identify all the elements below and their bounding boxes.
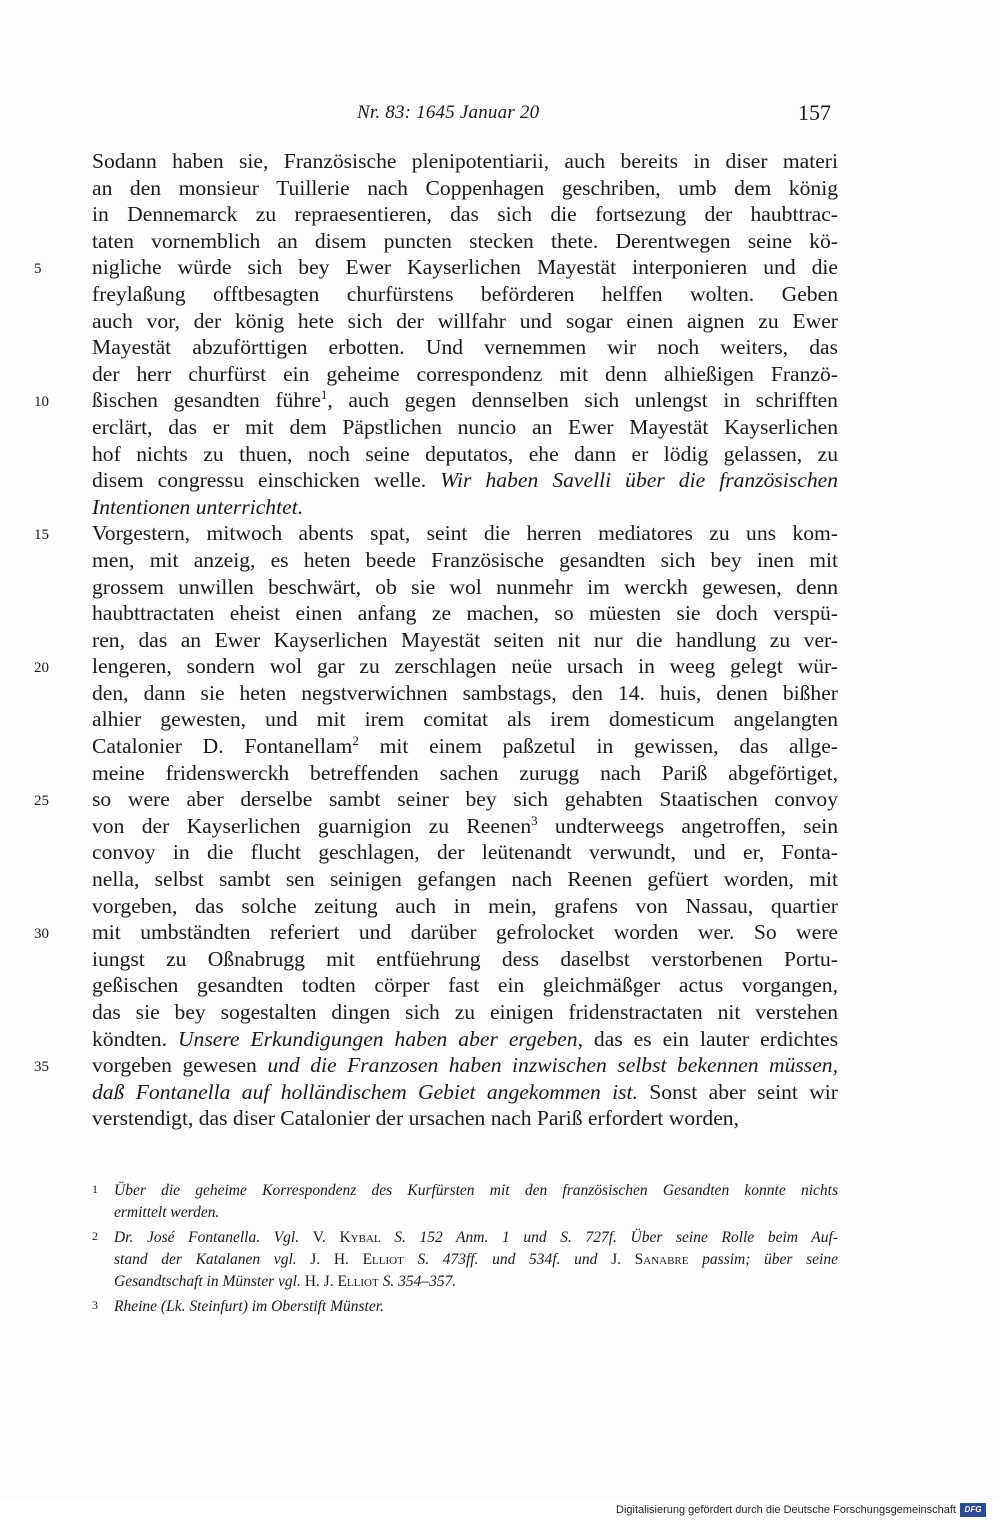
- text-segment: convoy in die flucht geschlagen, der leütenandt verwundt, und er, Fonta-: [92, 840, 838, 865]
- text-line: [34, 520, 838, 547]
- italic-text: ermittelt werden.: [114, 1204, 220, 1221]
- text-line: [92, 361, 838, 388]
- text-line: [92, 733, 838, 760]
- running-head-title: Nr. 83: 1645 Januar 20: [357, 102, 540, 123]
- text-line: [92, 281, 838, 308]
- text-segment: der herr churfürst ein geheime correspondenz mit denn alhießigen Franzö-: [92, 361, 838, 386]
- page-number: 157: [798, 100, 831, 125]
- italic-text: Dr. José Fontanella. Vgl.: [114, 1229, 313, 1246]
- footnote: [92, 1180, 838, 1224]
- text-line: [92, 1105, 838, 1132]
- italic-text: Unsere Erkundigungen haben aber ergeben: [177, 1026, 578, 1051]
- line-number: 5: [34, 261, 42, 278]
- text-segment: grossem unwillen beschwärt, ob sie wol nunmehr im werckh gewesen, denn: [92, 574, 838, 599]
- text-segment: geßischen gesandten todten cörper fast ein gleichmäßger actus vorgangen,: [92, 973, 838, 998]
- italic-text: S. 473ff. und 534f. und: [403, 1251, 612, 1268]
- line-number: 25: [34, 793, 49, 810]
- text-segment: disem congressu einschicken welle.: [92, 468, 441, 493]
- text-segment: Vorgestern, mitwoch abents spat, seint die herren mediatores zu uns kom-: [92, 521, 838, 546]
- text-line: [92, 946, 838, 973]
- text-line: [34, 653, 838, 680]
- italic-text: Über die geheime Korrespondenz des Kurfürsten mit den französischen Gesandten konnte nichts: [114, 1182, 838, 1199]
- text-line: [34, 919, 838, 946]
- italic-text: Gesandtschaft in Münster vgl.: [114, 1273, 305, 1290]
- italic-text: daß Fontanella auf holländischem Gebiet angekommen ist.: [92, 1079, 638, 1104]
- text-segment: ren, das an Ewer Kayserlichen Mayestät seiten nit nur die handlung zu ver-: [92, 627, 838, 652]
- footnote-mark: 1: [92, 1182, 98, 1196]
- line-number: 30: [34, 926, 49, 943]
- text-segment: undterweegs angetroffen, sein: [537, 813, 838, 838]
- italic-text: S. 354–357.: [378, 1273, 457, 1290]
- text-segment: mit einem paßzetul in gewissen, das allge-: [358, 734, 838, 759]
- text-segment: vorgeben gewesen: [92, 1053, 268, 1078]
- text-segment: nigliche würde sich bey Ewer Kayserlichen Mayestät interponieren und die: [92, 255, 838, 280]
- text-line: [92, 467, 838, 494]
- body-text: [34, 148, 839, 1132]
- dfg-logo: DFG: [960, 1503, 986, 1517]
- text-segment: mit umbständten referiert und darüber gefrolocket worden wer. So were: [92, 920, 838, 945]
- text-segment: das sie bey sogestalten dingen sich zu einigen fridenstractaten nit verstehen: [92, 1000, 838, 1024]
- text-line: [92, 627, 838, 654]
- text-line: [92, 334, 838, 361]
- text-segment: Sonst aber seint wir: [637, 1079, 838, 1104]
- footer-band: [0, 1500, 1000, 1525]
- text-line: [92, 866, 838, 893]
- text-segment: lengeren, sondern wol gar zu zerschlagen neüe ursach in weeg gelegt wür-: [92, 654, 838, 679]
- italic-text: passim; über seine: [688, 1251, 838, 1268]
- text-segment: erclärt, das er mit dem Päpstlichen nuncio an Ewer Mayestät Kayserlichen: [92, 414, 838, 439]
- text-segment: H. J.: [304, 1273, 338, 1290]
- text-line: [92, 574, 838, 601]
- text-segment: haubttractaten eheist einen anfang ze machen, so müesten sie doch verspü-: [92, 601, 838, 626]
- text-line: [34, 387, 838, 414]
- text-segment: köndten.: [92, 1026, 178, 1051]
- italic-text: Rheine (Lk. Steinfurt) im Oberstift Münster.: [114, 1298, 384, 1315]
- text-segment: hof nichts zu thuen, noch seine deputatos, ehe dann er lödig gelassen, zu: [92, 441, 838, 466]
- footnote-mark: 3: [92, 1298, 98, 1312]
- footnote-line: [114, 1249, 838, 1271]
- text-segment: an den monsieur Tuillerie nach Coppenhagen geschriben, umb dem könig: [92, 175, 838, 200]
- text-segment: meine fridenswerckh betreffenden sachen zurugg nach Pariß abgeförtiget,: [92, 760, 838, 785]
- italic-text: und die Franzosen haben inzwischen selbst bekennen müssen,: [267, 1053, 838, 1078]
- text-line: [92, 1079, 838, 1106]
- text-line: [92, 839, 838, 866]
- text-line: [92, 494, 838, 521]
- text-line: [92, 600, 838, 627]
- footnote-line: [114, 1227, 838, 1249]
- text-line: [92, 706, 838, 733]
- line-number: 15: [34, 527, 49, 544]
- text-line: [92, 760, 838, 787]
- text-line: [92, 441, 838, 468]
- text-segment: nella, selbst sambt sen seinigen gefangen nach Reenen gefüert worden, mit: [92, 867, 838, 892]
- text-line: [92, 999, 838, 1026]
- footnote-line: [114, 1180, 838, 1202]
- small-caps-text: Elliot: [362, 1251, 404, 1268]
- text-segment: men, mit anzeig, es heten beede Französische gesandten sich bey inen mit: [92, 547, 838, 572]
- italic-text: Wir haben Savelli über die französischen: [440, 468, 838, 493]
- text-segment: alhier gewesten, und mit irem comitat als irem domesticum angelangten: [92, 707, 838, 732]
- small-caps-text: Elliot: [337, 1273, 379, 1290]
- text-segment: verstendigt, das diser Catalonier der ursachen nach Pariß erfordert worden,: [92, 1106, 739, 1131]
- text-line: [34, 254, 838, 281]
- text-line: [34, 1052, 838, 1079]
- small-caps-text: Sanabre: [634, 1251, 689, 1268]
- text-segment: von der Kayserlichen guarnigion zu Reenen: [92, 813, 532, 838]
- text-segment: ßischen gesandten führe: [92, 388, 321, 413]
- text-line: [92, 680, 838, 707]
- text-segment: den, dann sie heten negstverwichnen sambstags, den 14. huis, denen bißher: [92, 680, 838, 705]
- footnote: [92, 1296, 838, 1318]
- small-caps-text: Kybal: [339, 1229, 381, 1246]
- italic-text: S. 152 Anm. 1 und S. 727f. Über seine Rolle beim Auf-: [380, 1229, 838, 1246]
- text-segment: iungst zu Oßnabrugg mit entfüehrung dess daselbst verstorbenen Portu-: [92, 946, 838, 971]
- footnote-reference: 2: [352, 733, 359, 749]
- text-segment: V.: [312, 1229, 340, 1246]
- text-line: [92, 308, 838, 335]
- text-segment: Sodann haben sie, Französische plenipotentiarii, auch bereits in diser materi: [92, 149, 838, 173]
- italic-text: Intentionen unterrichtet.: [92, 494, 304, 519]
- footnote-line: [114, 1271, 838, 1293]
- footnote-line: [114, 1296, 838, 1318]
- text-segment: , auch gegen dennselben sich unlengst in schrifften: [327, 388, 838, 413]
- text-line: [92, 972, 838, 999]
- text-line: [34, 786, 838, 813]
- line-number: 10: [34, 394, 49, 411]
- funding-credit: Digitalisierung gefördert durch die Deutsche Forschungsgemeinschaft: [616, 1504, 956, 1516]
- text-line: [92, 813, 838, 840]
- text-segment: J. H.: [310, 1251, 363, 1268]
- footnote-mark: 2: [92, 1229, 98, 1243]
- text-segment: , das es ein lauter erdichtes: [577, 1026, 839, 1051]
- text-segment: J.: [611, 1251, 635, 1268]
- text-line: [92, 1026, 838, 1053]
- text-segment: vorgeben, das solche zeitung auch in mein, grafens von Nassau, quartier: [92, 893, 838, 918]
- text-segment: Mayestät abzuförttigen erbotten. Und vernemmen wir noch weiters, das: [92, 335, 838, 360]
- text-segment: so were aber derselbe sambt seiner bey sich gehabten Staatischen convoy: [92, 787, 838, 812]
- text-line: [92, 201, 838, 228]
- footnote-reference: 1: [320, 387, 328, 403]
- line-number: 35: [34, 1059, 49, 1076]
- footnote: [92, 1227, 838, 1293]
- footnotes: [92, 1180, 838, 1321]
- footnote-line: [114, 1202, 838, 1224]
- text-segment: freylaßung offtbesagten churfürstens beförderen helffen wolten. Geben: [92, 281, 838, 306]
- running-head: [0, 100, 1000, 130]
- line-number: 20: [34, 660, 49, 677]
- text-line: [92, 547, 838, 574]
- italic-text: stand der Katalanen vgl.: [114, 1251, 311, 1268]
- text-segment: in Dennemarck zu repraesentieren, das sich die fortsezung der haubttrac-: [92, 202, 838, 227]
- text-line: [92, 148, 838, 175]
- text-line: [92, 228, 838, 255]
- text-line: [92, 414, 838, 441]
- text-segment: Catalonier D. Fontanellam: [92, 734, 353, 759]
- text-segment: taten vornemblich an disem puncten stecken thete. Derentwegen seine kö-: [92, 228, 838, 253]
- text-line: [92, 175, 838, 202]
- footnote-reference: 3: [531, 812, 538, 828]
- text-segment: auch vor, der könig hete sich der willfahr und sogar einen aignen zu Ewer: [92, 308, 838, 333]
- text-line: [92, 893, 838, 920]
